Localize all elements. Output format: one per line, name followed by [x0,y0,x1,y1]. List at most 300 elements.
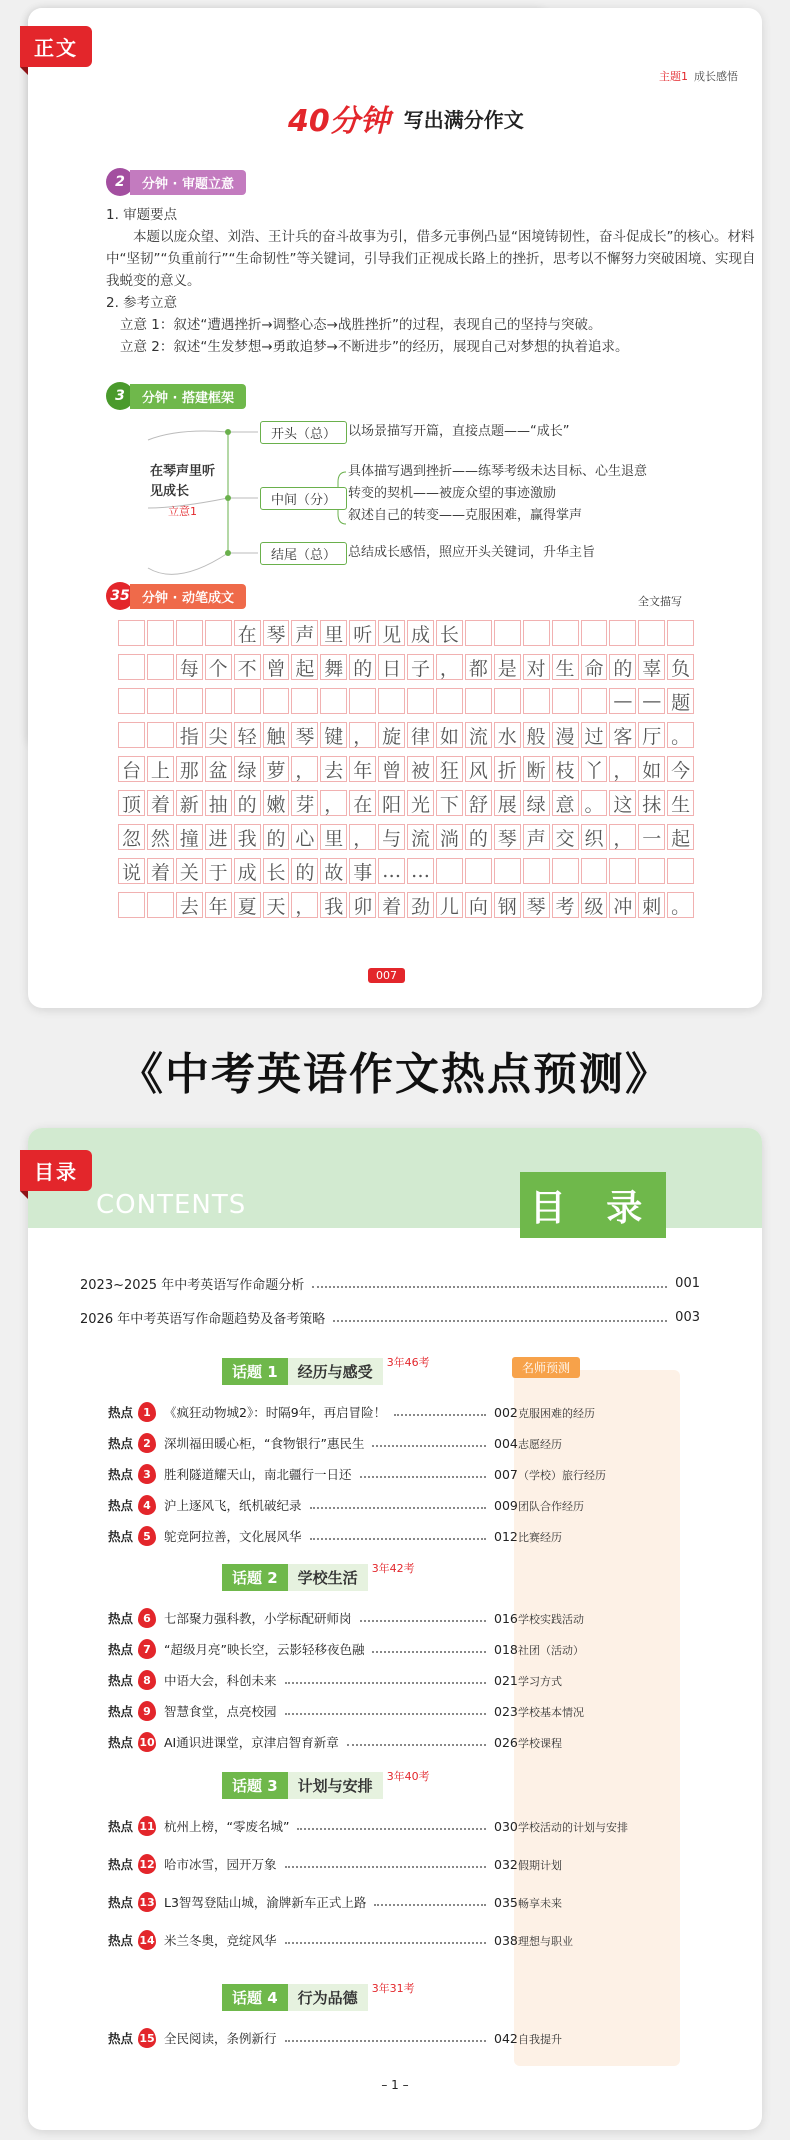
section-tag: 目录 [20,1150,92,1191]
flame-icon: 14 [138,1930,156,1950]
flame-icon: 6 [138,1608,156,1628]
prediction-item: 学校课程 [518,1737,562,1750]
grid-cell: 的 [291,858,318,884]
hot-label: 热点 [108,1436,134,1451]
grid-cell [118,620,145,646]
grid-cell: … [407,858,434,884]
grid-cell: 水 [494,722,521,748]
hot-topic-row[interactable] [108,1930,534,1950]
grid-cell: 忽 [118,824,145,850]
grid-cell: 尖 [205,722,232,748]
hot-label: 热点 [108,1735,134,1750]
prediction-heading: 名师预测 [512,1357,580,1378]
grid-cell: 指 [176,722,203,748]
topic-title: 计划与安排 [288,1772,383,1799]
hot-label: 热点 [108,1704,134,1719]
topic-count: 3年31考 [371,1981,415,1995]
hot-topic-row[interactable] [108,1732,534,1752]
flame-icon: 3 [138,1464,156,1484]
hot-title-line [164,1496,494,1514]
hot-title-line [164,1671,494,1689]
grid-cell: 琴 [523,892,550,918]
grid-cell: ， [436,654,463,680]
grid-cell [147,722,174,748]
grid-cell: 绿 [234,756,261,782]
grid-cell: 然 [147,824,174,850]
grid-cell: 今 [667,756,694,782]
toc-line[interactable] [80,1308,700,1327]
grid-cell: 卯 [349,892,376,918]
grid-cell: 于 [205,858,232,884]
grid-cell: — [609,688,636,714]
side-note: 全文描写 [638,595,682,608]
prediction-item: 畅享未来 [518,1897,562,1910]
grid-cell: 声 [523,824,550,850]
grid-row [118,790,696,816]
hot-page: 018 [494,1641,518,1657]
topic-heading[interactable] [222,1769,430,1799]
grid-cell: 的 [234,790,261,816]
grid-cell: 每 [176,654,203,680]
topic-heading[interactable] [222,1561,415,1591]
topic-count: 3年40考 [386,1769,430,1783]
grid-cell: 织 [581,824,608,850]
grid-cell: 声 [291,620,318,646]
hot-page: 023 [494,1703,518,1719]
grid-cell: 芽 [291,790,318,816]
hot-topic-row[interactable] [108,2028,534,2048]
flame-icon: 1 [138,1402,156,1422]
grid-cell: 的 [609,654,636,680]
grid-cell [234,688,261,714]
node-middle-text-1: 具体描写遇到挫折——练琴考级未达目标、心生退意 [348,464,648,479]
grid-cell: 断 [523,756,550,782]
hot-label: 热点 [108,1611,134,1626]
hot-label: 热点 [108,1467,134,1482]
grid-cell: 刺 [638,892,665,918]
grid-cell: 都 [465,654,492,680]
grid-cell: 萝 [263,756,290,782]
grid-cell [436,858,463,884]
grid-cell [494,688,521,714]
ref-heading: 2. 参考立意 [106,295,178,311]
hot-page: 021 [494,1672,518,1688]
grid-cell: 风 [465,756,492,782]
flame-icon: 13 [138,1892,156,1912]
grid-cell [667,620,694,646]
grid-cell: 舒 [465,790,492,816]
prediction-item: 学校基本情况 [518,1706,584,1719]
grid-cell: ， [320,790,347,816]
grid-cell: 台 [118,756,145,782]
prediction-item: 自我提升 [518,2033,562,2046]
hot-topic-row[interactable] [108,1495,534,1515]
grid-cell: 抹 [638,790,665,816]
grid-cell: 题 [667,688,694,714]
grid-cell: 年 [205,892,232,918]
topic-count: 3年42考 [371,1561,415,1575]
prediction-item: 假期计划 [518,1859,562,1872]
contents-heading-zh: 目 录 [520,1172,666,1238]
hot-title-line [164,1434,494,1452]
hot-page: 026 [494,1734,518,1750]
grid-cell [609,858,636,884]
grid-cell: 冲 [609,892,636,918]
grid-cell: 律 [407,722,434,748]
hot-page: 030 [494,1818,518,1834]
hot-title: 七部聚力强科教，小学标配研师岗 [164,1611,352,1626]
hot-page: 004 [494,1435,518,1451]
grid-cell: 去 [176,892,203,918]
topic-title: 经历与感受 [288,1358,383,1385]
grid-cell [320,688,347,714]
grid-cell: 琴 [291,722,318,748]
grid-cell: … [378,858,405,884]
hot-topic-row[interactable] [108,1433,534,1453]
grid-cell [581,688,608,714]
node-middle-text-3: 叙述自己的转变——克服困难，赢得掌声 [348,508,583,523]
section-label: 分钟 · 搭建框架 [130,384,246,409]
hot-topic-row[interactable] [108,1464,534,1484]
hot-page: 016 [494,1610,518,1626]
prediction-item: （学校）旅行经历 [518,1469,606,1482]
flame-icon: 7 [138,1639,156,1659]
grid-cell: 撞 [176,824,203,850]
hot-topic-row[interactable] [108,1701,534,1721]
hot-topic-row[interactable] [108,1816,534,1836]
grid-cell [552,858,579,884]
hot-topic-row[interactable] [108,1670,534,1690]
grid-cell [494,858,521,884]
grid-cell [176,620,203,646]
grid-cell: 展 [494,790,521,816]
grid-cell: 成 [407,620,434,646]
node-begin-text: 以场景描写开篇，直接点题——“成长” [348,424,570,439]
grid-cell [581,620,608,646]
toc-line-title: 2026 年中考英语写作命题趋势及备考策略 [80,1312,326,1327]
grid-cell [118,688,145,714]
grid-cell: 说 [118,858,145,884]
grid-cell: 我 [234,824,261,850]
hot-title-line [164,1931,494,1949]
grid-cell: 起 [667,824,694,850]
idea-1: 立意 1：叙述“遭遇挫折→调整心态→战胜挫折”的过程，表现自己的坚持与突破。 [120,317,602,333]
grid-cell: 盆 [205,756,232,782]
hot-label: 热点 [108,1857,134,1872]
grid-cell: 见 [378,620,405,646]
grid-cell [494,620,521,646]
flame-icon: 8 [138,1670,156,1690]
section-number: 3 [106,382,134,410]
grid-cell: 去 [320,756,347,782]
hot-title-line [164,1702,494,1720]
grid-cell: 生 [667,790,694,816]
grid-cell [552,620,579,646]
hot-title: 智慧食堂，点亮校园 [164,1704,277,1719]
prediction-item: 理想与职业 [518,1935,573,1948]
grid-cell: 阳 [378,790,405,816]
hot-page: 035 [494,1894,518,1910]
hot-title: 杭州上榜，“零废名城” [164,1819,290,1834]
grid-cell: 我 [320,892,347,918]
grid-cell: 与 [378,824,405,850]
hot-topic-row[interactable] [108,1892,534,1912]
grid-cell [436,688,463,714]
grid-cell: 里 [320,824,347,850]
node-middle-text-2: 转变的契机——被庞众望的事迹激励 [348,486,557,501]
grid-cell: 天 [263,892,290,918]
frame-subtitle: 立意1 [168,505,197,518]
topic-theme: 主题1 [659,70,688,83]
grid-cell: 舞 [320,654,347,680]
grid-cell: 辜 [638,654,665,680]
hot-title-line [164,1527,494,1545]
toc-line-page: 003 [675,1310,700,1325]
grid-cell [263,688,290,714]
hot-label: 热点 [108,1498,134,1513]
title-text: 写出满分作文 [403,107,524,132]
grid-cell [118,722,145,748]
flame-icon: 10 [138,1732,156,1752]
hot-title: 米兰冬奥，竞绽风华 [164,1933,277,1948]
grid-cell [176,688,203,714]
grid-cell [523,620,550,646]
grid-cell: 年 [349,756,376,782]
prediction-item: 比赛经历 [518,1531,562,1544]
grid-cell: ， [291,892,318,918]
review-heading: 1. 审题要点 [106,207,178,223]
node-end-text: 总结成长感悟，照应开头关键词，升华主旨 [348,545,596,560]
grid-cell: 的 [263,824,290,850]
grid-cell: — [638,688,665,714]
topic-name: 成长感悟 [694,70,738,83]
hot-page: 042 [494,2030,518,2046]
grid-cell: 长 [436,620,463,646]
hot-title: 沪上逐风飞，纸机破纪录 [164,1498,302,1513]
hot-title: 中语大会，科创未来 [164,1673,277,1688]
grid-cell: 个 [205,654,232,680]
grid-cell: 向 [465,892,492,918]
hot-title: 哈市冰雪，园开万象 [164,1857,277,1872]
hot-title-line [164,1403,494,1421]
hot-topic-row[interactable] [108,1854,534,1874]
topic-number: 话题 2 [222,1564,288,1591]
grid-cell [465,858,492,884]
grid-cell: 子 [407,654,434,680]
hot-page: 002 [494,1404,518,1420]
grid-cell: 。 [667,892,694,918]
grid-cell: 着 [147,858,174,884]
grid-cell: 的 [349,654,376,680]
frame-title: 在琴声里听见成长 [150,464,216,499]
grid-cell: 流 [407,824,434,850]
grid-cell: 起 [291,654,318,680]
toc-line-page: 001 [675,1276,700,1291]
topic-title: 行为品德 [288,1984,368,2011]
grid-cell [552,688,579,714]
grid-cell [349,688,376,714]
flame-icon: 12 [138,1854,156,1874]
grid-cell [465,620,492,646]
contents-heading-en: CONTENTS [96,1190,247,1220]
grid-cell: 如 [638,756,665,782]
grid-cell: 如 [436,722,463,748]
grid-cell [205,688,232,714]
grid-cell: 在 [349,790,376,816]
grid-cell: 淌 [436,824,463,850]
flame-icon: 11 [138,1816,156,1836]
grid-cell: 一 [638,824,665,850]
grid-cell: 生 [552,654,579,680]
flame-icon: 5 [138,1526,156,1546]
node-begin: 开头（总） [260,421,347,444]
hot-title-line [164,1855,494,1873]
grid-cell: 厅 [638,722,665,748]
grid-cell: 漫 [552,722,579,748]
prediction-item: 学习方式 [518,1675,562,1688]
toc-line[interactable] [80,1274,700,1293]
hot-title-line [164,1733,494,1751]
hot-title: 深圳福田暖心柜，“食物银行”惠民生 [164,1436,365,1451]
section-label: 分钟 · 动笔成文 [130,584,246,609]
prediction-item: 社团（活动） [518,1644,584,1657]
topic-count: 3年46考 [386,1355,430,1369]
grid-cell [523,858,550,884]
hot-page: 009 [494,1497,518,1513]
grid-cell: 负 [667,654,694,680]
grid-cell: 被 [407,756,434,782]
hot-label: 热点 [108,2031,134,2046]
grid-row [118,756,696,782]
grid-cell: 事 [349,858,376,884]
prediction-item: 克服困难的经历 [518,1407,595,1420]
grid-cell: 在 [234,620,261,646]
hot-title-line [164,1817,494,1835]
idea-2: 立意 2：叙述“生发梦想→勇敢追梦→不断进步”的经历，展现自己对梦想的执着追求。 [120,339,629,355]
hot-topic-row[interactable] [108,1526,534,1546]
grid-cell: 意 [552,790,579,816]
hot-label: 热点 [108,1819,134,1834]
hot-topic-row[interactable] [108,1402,534,1422]
hot-title: 全民阅读，条例新行 [164,2031,277,2046]
grid-cell: 琴 [263,620,290,646]
grid-cell: 折 [494,756,521,782]
grid-cell [205,620,232,646]
grid-cell: 着 [378,892,405,918]
grid-cell: 旋 [378,722,405,748]
node-end: 结尾（总） [260,542,347,565]
grid-cell: 对 [523,654,550,680]
hot-label: 热点 [108,1405,134,1420]
hot-topic-row[interactable] [108,1639,534,1659]
review-text: 本题以庞众望、刘浩、王计兵的奋斗故事为引，借多元事例凸显“困境铸韧性，奋斗促成长”的核心。材料中“坚韧”“负重前行”“生命韧性”等关键词，引导我们正视成长路上的挫折，思考以不懈努力突破困境、实现自我蜕变的意义。 [106,229,756,289]
hot-title: AI通识进课堂，京津启智育新章 [164,1735,339,1750]
grid-cell [378,688,405,714]
grid-cell: 交 [552,824,579,850]
grid-cell: 上 [147,756,174,782]
grid-cell: 不 [234,654,261,680]
grid-cell: 的 [465,824,492,850]
grid-cell: 曾 [378,756,405,782]
grid-cell [523,688,550,714]
hot-title: 《疯狂动物城2》：时隔9年，再启冒险！ [164,1405,387,1420]
grid-cell: 长 [263,858,290,884]
contents-page-number [0,2078,790,2092]
section-number: 35 [106,582,134,610]
grid-cell [118,892,145,918]
flame-icon: 2 [138,1433,156,1453]
book-headline: 《中考英语作文热点预测》 [119,1049,671,1100]
grid-row [118,722,696,748]
grid-cell: 考 [552,892,579,918]
grid-cell: 嫩 [263,790,290,816]
grid-cell: 新 [176,790,203,816]
hot-title: 胜利隧道耀天山，南北疆行一日还 [164,1467,352,1482]
grid-cell: 那 [176,756,203,782]
hot-page: 038 [494,1932,518,1948]
grid-cell: 着 [147,790,174,816]
flame-icon: 9 [138,1701,156,1721]
grid-cell [147,620,174,646]
grid-cell: 儿 [436,892,463,918]
topic-heading[interactable] [222,1355,430,1385]
section-number: 2 [106,168,134,196]
grid-cell: 顶 [118,790,145,816]
grid-cell [147,688,174,714]
topic-heading[interactable] [222,1981,415,2011]
grid-cell: 过 [581,722,608,748]
essay-page-body [28,8,762,1008]
grid-cell [291,688,318,714]
grid-cell: 丫 [581,756,608,782]
node-middle: 中间（分） [260,487,347,510]
section-writing [106,582,246,610]
hot-title: 鸵竞阿拉善，文化展风华 [164,1529,302,1544]
grid-cell: 进 [205,824,232,850]
grid-cell: ， [291,756,318,782]
grid-cell: 琴 [494,824,521,850]
grid-cell [147,892,174,918]
topic-number: 话题 3 [222,1772,288,1799]
grid-cell: ， [609,756,636,782]
grid-cell: 日 [378,654,405,680]
grid-row [118,824,696,850]
grid-cell: ， [349,722,376,748]
flame-icon: 15 [138,2028,156,2048]
prediction-item: 团队合作经历 [518,1500,584,1513]
grid-cell [147,654,174,680]
grid-cell [667,858,694,884]
hot-title: L3智驾登陆山城，渝牌新车正式上路 [164,1895,367,1910]
grid-cell: 枝 [552,756,579,782]
hot-topic-row[interactable] [108,1608,534,1628]
grid-cell: 故 [320,858,347,884]
grid-cell: 听 [349,620,376,646]
hot-page: 032 [494,1856,518,1872]
hot-page: 007 [494,1466,518,1482]
grid-cell: 下 [436,790,463,816]
grid-cell: 这 [609,790,636,816]
grid-cell: 曾 [263,654,290,680]
hot-title-line [164,1893,494,1911]
hot-label: 热点 [108,1895,134,1910]
prediction-item: 学校实践活动 [518,1613,584,1626]
grid-cell: 。 [667,722,694,748]
page-number-text: – 1 – [381,2078,409,2092]
grid-row [118,858,696,884]
hot-title-line [164,1609,494,1627]
hot-title-line [164,1640,494,1658]
